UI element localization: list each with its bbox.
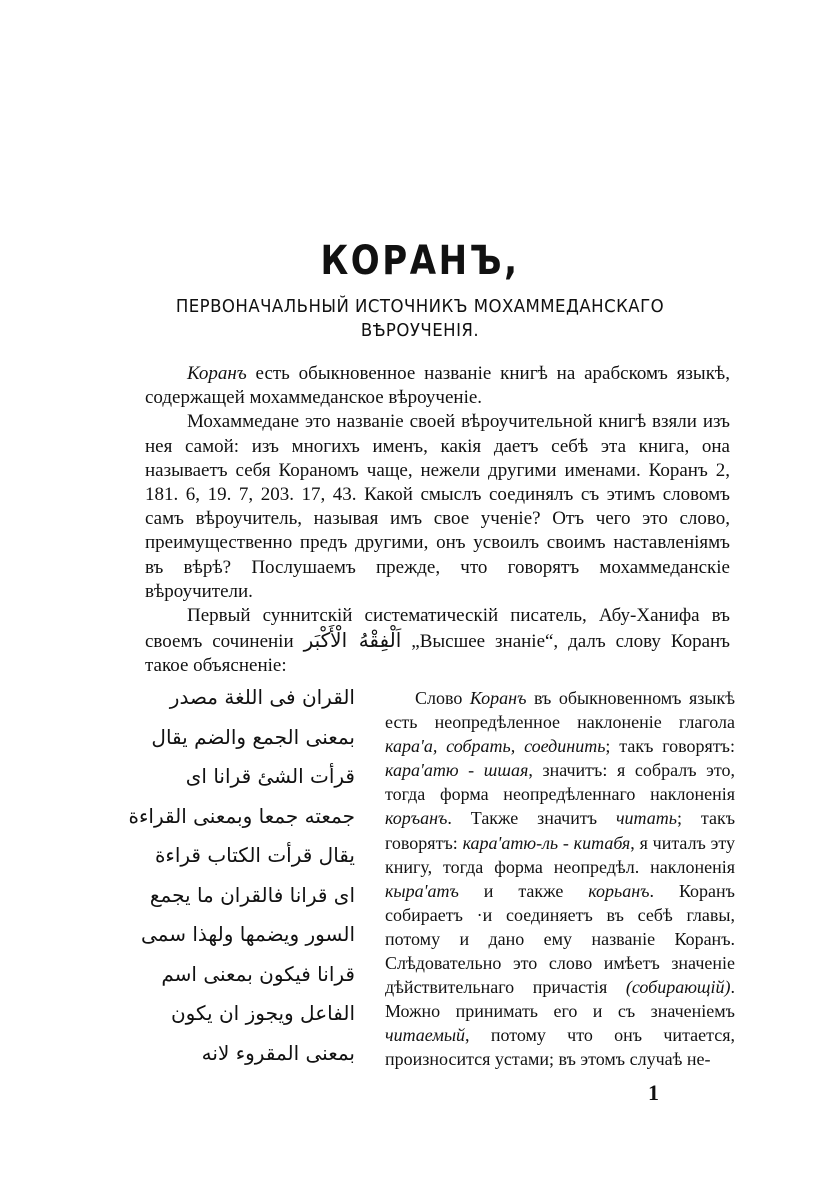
translation-column (385, 686, 735, 1072)
arabic-line: بمعنى الجمع والضم يقال (151, 724, 355, 749)
intro-paragraph-1: Коранъ есть обыкновенное названіе книгѣ на арабскомъ языкѣ, содержащей мохаммеданское вѣроученіе. (145, 363, 730, 409)
translation-paragraph: Слово Коранъ въ обыкновенномъ языкѣ есть неопредѣленное наклоненіе глагола кара'а, собрать, соединить; такъ говорятъ: кара'атю - шшая, значитъ: я собралъ это, тогда форма неопредѣленнаго наклоненія коръанъ. Также значитъ читать; такъ говорятъ: кара'атю-ль - китабя, я читалъ эту книгу, тогда форма неопредѣл. наклоненія кыра'атъ и также корьанъ. Коранъ собираетъ ·и соединяетъ въ себѣ главы, потому и дано ему названіе Коранъ. Слѣдовательно это слово имѣетъ значеніе дѣйствительнаго причастія (собирающій). Можно принимать его и съ значеніемъ читаемый, потому что онъ читается, произносится устами; въ этомъ случаѣ не- (385, 688, 736, 1070)
arabic-line: القران فى اللغة مصدر (169, 685, 355, 709)
intro-paragraph-2: Мохаммедане это названіе своей вѣроучительной книгѣ взяли изъ нея самой: изъ многихъ именъ, какія даетъ себѣ эта книга, она называетъ себя Кораномъ чаще, нежели другими именами. Коранъ 2, 181. 6, 19. 7, 203. 17, 43. Какой смыслъ соединялъ съ этимъ словомъ самъ вѣроучитель, называя имъ свое ученіе? Отъ чего это слово, преимущественно предъ другими, онъ усвоилъ своимъ наставленіямъ въ вѣрѣ? Послушаемъ прежде, что говорятъ мохаммеданскіе вѣроучители. (145, 411, 730, 602)
arabic-line: جمعته جمعا وبمعنى القراءة (128, 803, 355, 828)
arabic-line: قرأت الشئ قرانا اى (185, 764, 355, 788)
arabic-line: الفاعل ويجوز ان يكون (170, 1001, 355, 1025)
page-number: 1 (648, 1080, 659, 1105)
arabic-book-title: اَلْفِقْهُ الْأَكْبَر (303, 628, 402, 653)
page-subtitle: ПЕРВОНАЧАЛЬНЫЙ ИСТОЧНИКЪ МОХАММЕДАНСКАГО ВѢРОУЧЕНІЯ. (175, 296, 665, 341)
page-title: КОРАНЪ, (320, 238, 520, 284)
arabic-line: قرانا فيكون بمعنى اسم (161, 961, 355, 986)
arabic-line: بمعنى المقروء لانه (201, 1040, 355, 1065)
arabic-line: السور ويضمها ولهذا سمى (140, 922, 355, 946)
arabic-quote-column (130, 678, 355, 1073)
intro-paragraph-3: Первый суннитскій систематическій писатель, Абу-Ханифа въ своемъ сочиненіи اَلْفِقْهُ الْأَكْبَر „Высшее знаніе“, далъ слову Коранъ такое объясненіе: (145, 605, 731, 677)
intro-text (145, 362, 730, 679)
arabic-line: يقال قرأت الكتاب قراءة (154, 843, 355, 867)
term-koran: Коранъ (187, 363, 247, 384)
arabic-line: اى قرانا فالقران ما يجمع (149, 882, 355, 907)
